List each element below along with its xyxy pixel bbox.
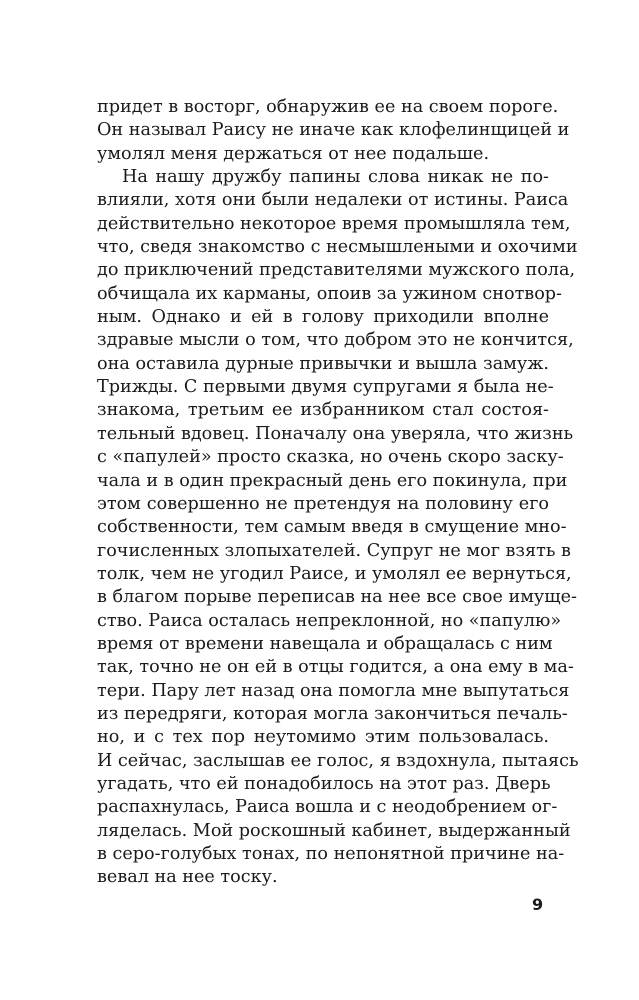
- text-line: И сейчас, заслышав ее голос, я вздохнула, пытаясь: [97, 750, 579, 771]
- text-line: распахнулась, Раиса вошла и с неодобрением ог-: [97, 797, 558, 818]
- text-line: тельный вдовец. Поначалу она уверяла, что жизнь: [97, 423, 574, 444]
- text-line: ным. Однако и ей в голову приходили вполне: [97, 307, 549, 328]
- text-line: в серо-голубых тонах, по непонятной причине на-: [97, 844, 565, 864]
- text-line: до приключений представителями мужского пола,: [97, 260, 576, 281]
- text-line: толк, чем не угодил Раисе, и умолял ее вернуться,: [97, 563, 572, 584]
- text-line: придет в восторг, обнаружив ее на своем пороге.: [97, 97, 559, 117]
- text-line: знакома, третьим ее избранником стал состоя-: [97, 400, 549, 421]
- text-line: обчищала их карманы, опоив за ужином снотвор-: [97, 283, 563, 304]
- text-line: гочисленных злопыхателей. Супруг не мог взять в: [97, 540, 571, 561]
- text-line: вевал на нее тоску.: [97, 867, 278, 888]
- text-line: умолял меня держаться от нее подальше.: [97, 143, 490, 164]
- text-line: ляделась. Мой роскошный кабинет, выдержанный: [97, 820, 571, 841]
- text-line: угадать, что ей понадобилось на этот раз. Дверь: [97, 773, 551, 794]
- text-line: действительно некоторое время промышляла тем,: [97, 213, 571, 234]
- text-line: ство. Раиса осталась непреклонной, но «папулю»: [97, 610, 562, 631]
- text-line: чала и в один прекрасный день его покинула, при: [97, 470, 568, 491]
- text-line: Он называл Раису не иначе как клофелинщицей и: [97, 120, 570, 141]
- text-line: время от времени навещала и обращалась с ним: [97, 633, 553, 654]
- text-line: этом совершенно не претендуя на половину его: [97, 493, 549, 514]
- body-text: [97, 96, 579, 890]
- text-line: Трижды. С первыми двумя супругами я была не-: [97, 377, 554, 398]
- text-line: она оставила дурные привычки и вышла замуж.: [97, 353, 549, 374]
- text-line: из передряги, которая могла закончиться печаль-: [97, 703, 568, 724]
- text-line: собственности, тем самым введя в смущение мно-: [97, 517, 567, 538]
- text-line: На нашу дружбу папины слова никак не по-: [122, 167, 549, 188]
- text-line: но, и с тех пор неутомимо этим пользовалась.: [97, 727, 549, 748]
- text-line: так, точно не он ей в отцы годится, а она ему в ма-: [97, 657, 574, 678]
- text-line: тери. Пару лет назад она помогла мне выпутаться: [97, 680, 570, 701]
- text-line: с «папулей» просто сказка, но очень скоро заску-: [97, 447, 564, 468]
- text-line: что, сведя знакомство с несмышлеными и охочими: [97, 237, 578, 258]
- text-line: в благом порыве переписав на нее все свое имуще-: [97, 587, 577, 608]
- text-line: здравые мысли о том, что добром это не кончится,: [97, 330, 574, 351]
- page-number: 9: [532, 895, 544, 914]
- text-line: влияли, хотя они были недалеки от истины. Раиса: [97, 190, 569, 211]
